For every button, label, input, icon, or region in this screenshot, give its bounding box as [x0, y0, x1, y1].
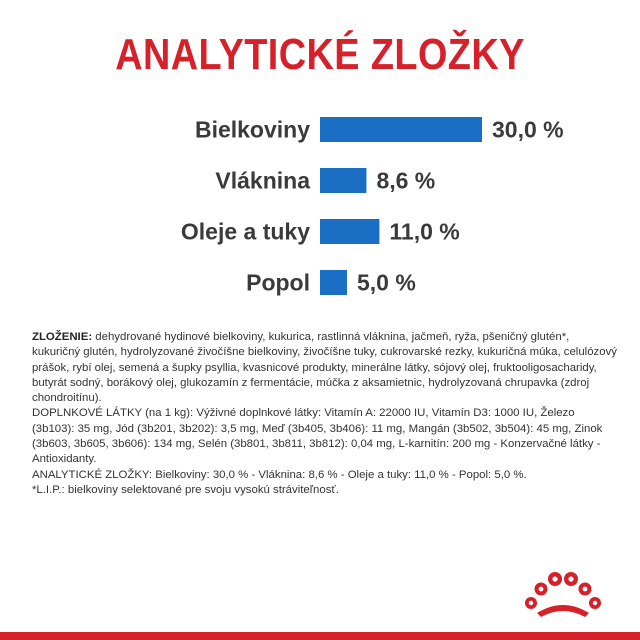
analytical-bar-chart: [0, 100, 640, 310]
category-label-popol: Popol: [246, 269, 310, 296]
bar-vláknina: [320, 168, 366, 193]
value-label-popol: 5,0 %: [357, 269, 416, 296]
footnote-paragraph: *L.I.P.: bielkoviny selektované pre svoju vysokú stráviteľnosť.: [32, 483, 339, 496]
analytical-paragraph: ANALYTICKÉ ZLOŽKY: Bielkoviny: 30,0 % - Vláknina: 8,6 % - Oleje a tuky: 11,0 % - Popol: 5,0 %.: [32, 468, 527, 481]
additives-paragraph: DOPLNKOVÉ LÁTKY (na 1 kg): Výživné doplnkové látky: Vitamín A: 22000 IU, Vitamín D3: 1000 IU, Železo (3b103): 35 mg, Jód (3b201, 3b202): 3,5 mg, Meď (3b405, 3b406): 11 mg, Mangán (3b502, 3b504): 45 mg, Zinok (3b603, 3b605, 3b606): 134 mg, Selén (3b801, 3b811, 3b812): 0,04 mg, L-karnitín: 200 mg - Konzervačné látky - Antioxidanty.: [32, 407, 603, 466]
page-title: ANALYTICKÉ ZLOŽKY: [115, 30, 525, 79]
composition-paragraph: [32, 330, 617, 406]
value-label-bielkoviny: 30,0 %: [492, 116, 564, 143]
composition-text: dehydrované hydinové bielkoviny, kukurica, rastlinná vláknina, jačmeň, ryža, pšeničný glutén*, kukuričný glutén, hydrolyzované živočíšne bielkoviny, živočíšne tuky, cukrovarské rezky, kukuričná múka, celulózový prášok, rybí olej, semená a šupky psyllia, kvasnicové produkty, minerálne látky, sójový olej, fruktooligosacharidy, butyrát sodný, borákový olej, glukozamín z fermentácie, múčka z aksamietnic, hydrolyzovaná chrupavka (zdroj chondroitínu).: [32, 331, 617, 405]
bar-bielkoviny: [320, 117, 482, 142]
bar-popol: [320, 270, 347, 295]
composition-block: [32, 330, 617, 498]
category-label-vláknina: Vláknina: [215, 167, 310, 194]
bar-oleje-a-tuky: [320, 219, 379, 244]
category-label-bielkoviny: Bielkoviny: [194, 116, 310, 143]
value-label-oleje-a-tuky: 11,0 %: [389, 218, 460, 245]
value-label-vláknina: 8,6 %: [376, 167, 436, 194]
composition-label: ZLOŽENIE:: [32, 331, 93, 343]
bottom-brand-bar: [0, 632, 640, 640]
royal-canin-crown-icon: [519, 567, 607, 617]
category-label-oleje-a-tuky: Oleje a tuky: [180, 218, 310, 245]
